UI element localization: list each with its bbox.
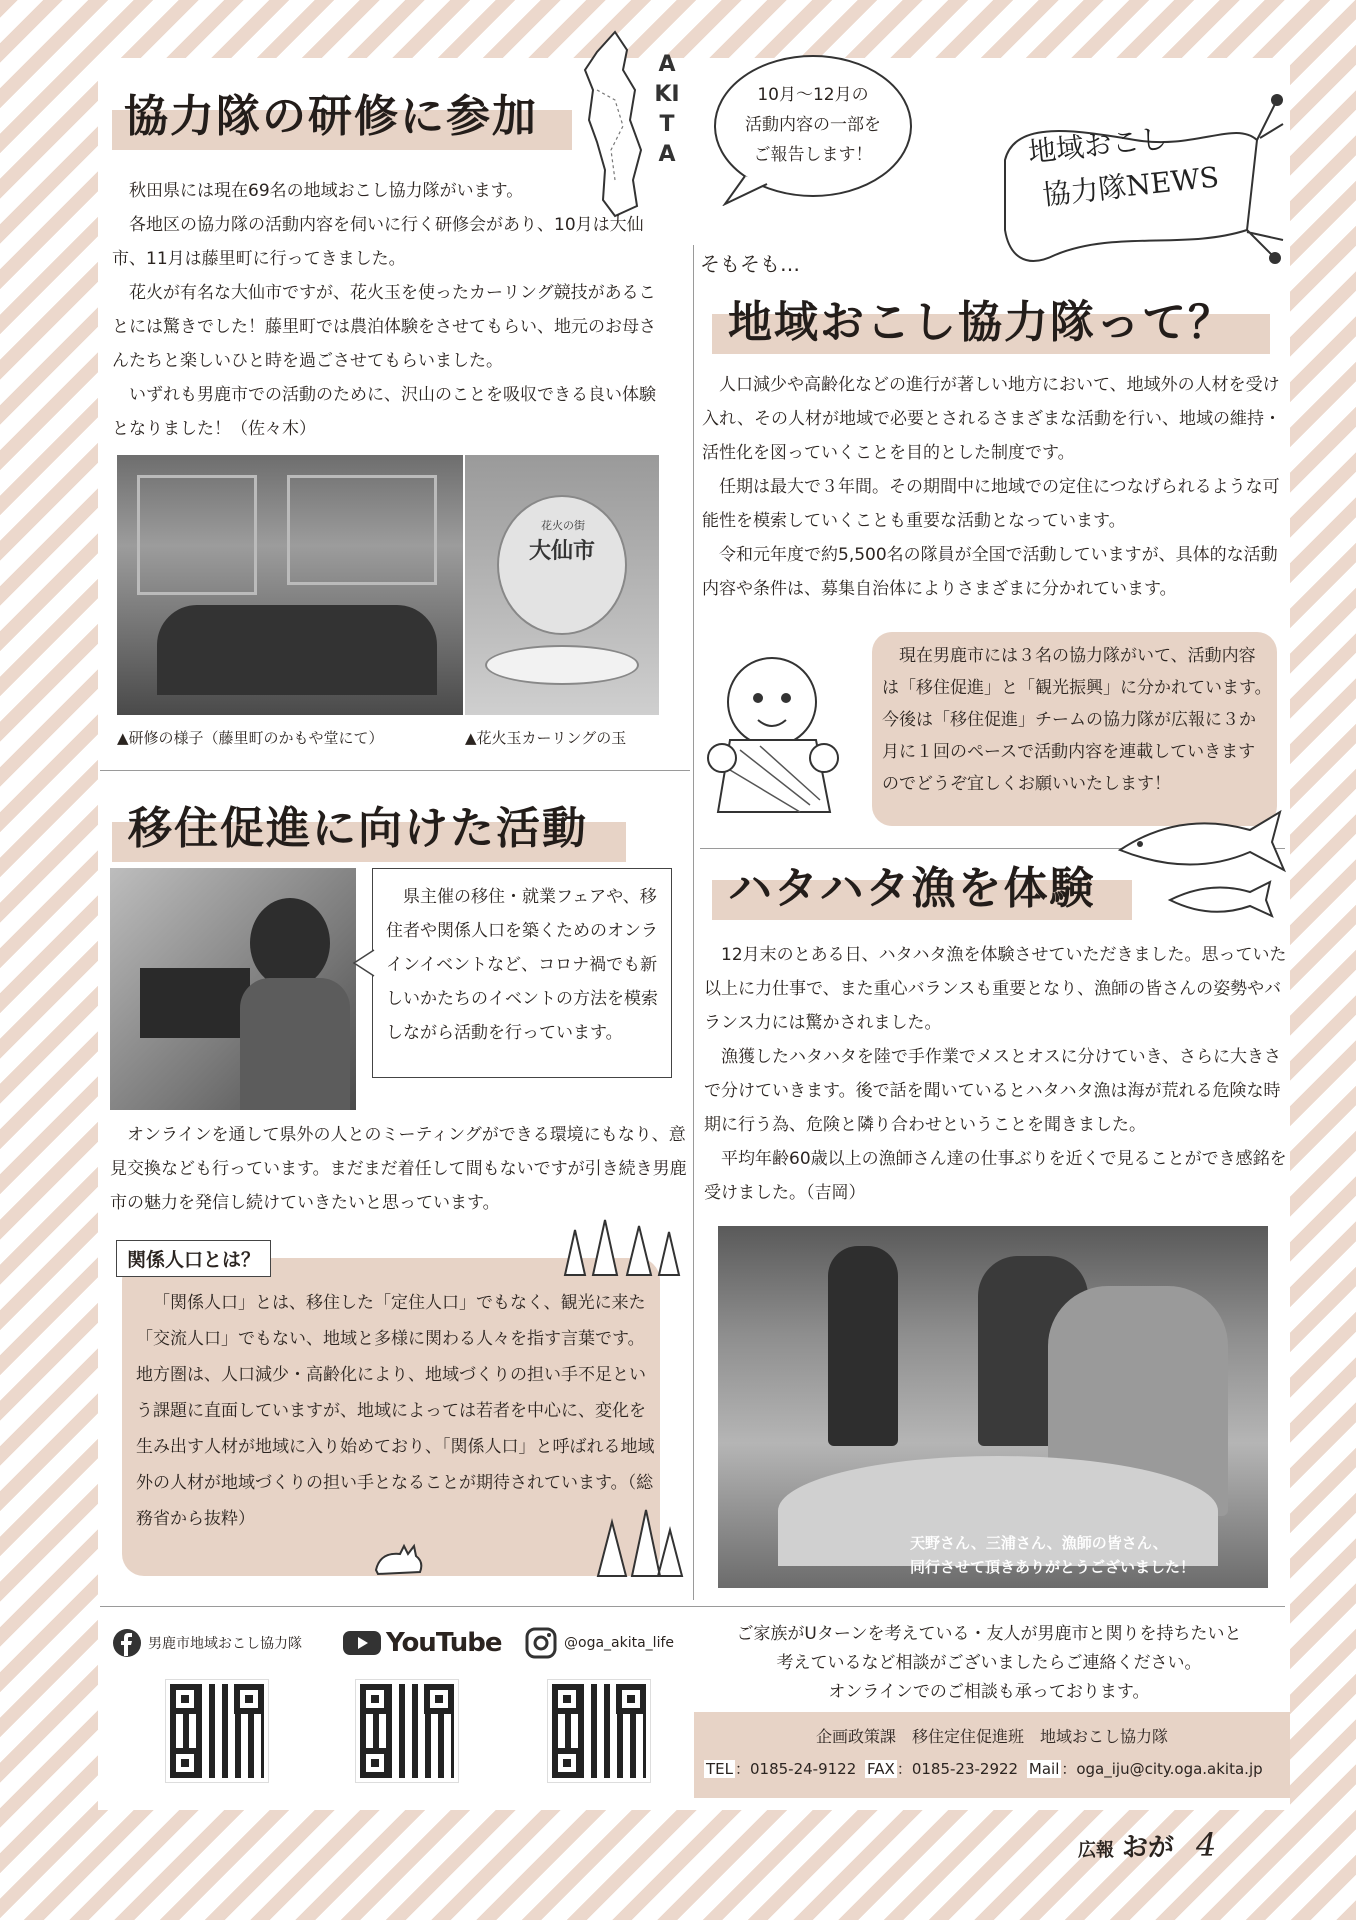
publication-footer <box>1078 1826 1216 1864</box>
social-youtube[interactable] <box>342 1628 501 1658</box>
column-divider <box>693 245 694 1600</box>
contact-line: オンラインでのご相談も承っております。 <box>828 1682 1150 1702</box>
paragraph: オンラインを通して県外の人とのミーティングができる環境にもなり、意見交換なども行っています。まだまだ着任して間もないですが引き続き男鹿市の魅力を発信し続けていきたいと思っています。 <box>110 1125 687 1213</box>
kankei-label: 関係人口とは？ <box>116 1240 271 1277</box>
paragraph: 12月末のとある日、ハタハタ漁を体験させていただきました。思っていた以上に力仕事で、また重心バランスも重要となり、漁師の皆さんの姿勢やバランス力には驚かされました。 <box>704 945 1287 1033</box>
hatahata-body <box>704 938 1289 1210</box>
page-number: 4 <box>1196 1826 1217 1864</box>
footer-divider <box>100 1606 1285 1607</box>
ball-subtext: 花火の街 <box>541 519 585 532</box>
social-facebook[interactable] <box>112 1628 302 1658</box>
fish-icon <box>1110 790 1290 930</box>
bubble-line: 10月～12月の <box>757 85 869 105</box>
section-title: ハタハタ漁を体験 <box>728 863 1096 914</box>
trees-icon <box>590 1500 690 1580</box>
paragraph: 各地区の協力隊の活動内容を伺いに行く研修会があり、10月は大仙市、11月は藤里町に行ってきました。 <box>112 215 644 269</box>
news-logo-line: 地域おこし <box>1026 121 1170 170</box>
mascot-namahage-icon <box>700 640 850 820</box>
youtube-label: YouTube <box>386 1628 502 1658</box>
facebook-qr-code[interactable] <box>166 1680 268 1782</box>
online-meeting-photo <box>110 868 356 1110</box>
note-text: 現在男鹿市には３名の協力隊がいて、活動内容は「移住促進」と「観光振興」に分かれています。今後は「移住促進」チームの協力隊が広報に３か月に１回のペースで活動内容を連載していきますのでどうぞ宜しくお願いいたします！ <box>882 646 1272 794</box>
mail-address[interactable]: ：oga_iju@city.oga.akita.jp <box>1061 1760 1263 1778</box>
instagram-icon <box>524 1626 558 1660</box>
cat-icon <box>370 1540 430 1580</box>
instagram-qr-code[interactable] <box>548 1680 650 1782</box>
social-instagram[interactable] <box>524 1626 674 1660</box>
fishing-photo <box>718 1226 1268 1588</box>
fax-label: FAX <box>867 1760 895 1778</box>
section-title: 地域おこし協力隊って？ <box>728 297 1234 348</box>
fax-number[interactable]: ：0185-23-2922 <box>896 1760 1019 1778</box>
about-lead: そもそも… <box>700 252 800 276</box>
paragraph: 任期は最大で３年間。その期間中に地域での定住につなげられるような可能性を模索していくことも重要な活動となっています。 <box>702 477 1280 531</box>
section-title: 移住促進に向けた活動 <box>128 803 588 854</box>
paragraph: 人口減少や高齢化などの進行が著しい地方において、地域外の人材を受け入れ、その人材が地域で必要とされるさまざまな活動を行い、地域の維持・活性化を図っていくことを目的とした制度です。 <box>702 375 1282 463</box>
facebook-icon <box>112 1628 142 1658</box>
paragraph: いずれも男鹿市での活動のために、沢山のことを吸収できる良い体験となりました！（佐々木） <box>112 385 656 439</box>
kankei-text: 「関係人口」とは、移住した「定住人口」でもなく、観光に来た「交流人口」でもない、地域と多様に関わる人々を指す言葉です。地方圏は、人口減少・高齢化により、地域づくりの担い手不足という課題に直面していますが、地域によっては若者を中心に、変化を生み出す人材が地域に入り始めており、「関係人口」と呼ばれる地域外の人材が地域づくりの担い手となることが期待されています。（総務省から抜粋） <box>136 1293 655 1529</box>
curling-ball-photo <box>465 455 659 715</box>
news-logo-line: 協力隊NEWS <box>1041 160 1221 212</box>
photo-caption: 同行させて頂きありがとうございました！ <box>910 1558 1196 1576</box>
bubble-line: ご報告します！ <box>753 145 873 165</box>
youtube-icon <box>342 1629 382 1657</box>
migration-body <box>110 1118 688 1220</box>
contact-line: 考えているなど相談がございましたらご連絡ください。 <box>776 1653 1202 1673</box>
photo-caption: ▲花火玉カーリングの玉 <box>465 729 627 747</box>
bubble-line: 活動内容の一部を <box>745 115 881 135</box>
section-title: 協力隊の研修に参加 <box>124 91 538 142</box>
publication-small: 広報 <box>1078 1840 1114 1861</box>
contact-intro <box>694 1620 1284 1707</box>
contact-line: ご家族がUターンを考えている・友人が男鹿市と関りを持ちたいと <box>736 1624 1242 1644</box>
publication-name: おが <box>1122 1833 1175 1863</box>
instagram-label: @oga_akita_life <box>564 1635 674 1651</box>
paragraph: 令和元年度で約5,500名の隊員が全国で活動していますが、具体的な活動内容や条件は、募集自治体によりさまざまに分かれています。 <box>702 545 1278 599</box>
bubble-text <box>733 80 893 170</box>
akita-letters: AKITA <box>654 52 680 167</box>
training-photo <box>117 455 463 715</box>
contact-details <box>704 1758 1263 1779</box>
youtube-qr-code[interactable] <box>356 1680 458 1782</box>
trees-icon <box>555 1210 695 1280</box>
tel-label: TEL <box>706 1760 733 1778</box>
paragraph: 平均年齢60歳以上の漁師さん達の仕事ぶりを近くで見ることができ感銘を受けました。（吉岡） <box>704 1149 1287 1203</box>
contact-dept: 企画政策課 移住定住促進班 地域おこし協力隊 <box>815 1727 1168 1746</box>
callout-pointer <box>352 948 376 978</box>
photo-caption: 天野さん、三浦さん、漁師の皆さん、 <box>910 1534 1168 1552</box>
tel-number[interactable]: ：0185-24-9122 <box>735 1760 857 1778</box>
paragraph: 秋田県には現在69名の地域おこし協力隊がいます。 <box>129 181 524 201</box>
mail-label: Mail <box>1028 1760 1060 1778</box>
paragraph: 漁獲したハタハタを陸で手作業でメスとオスに分けていき、さらに大きさで分けていきます。後で話を聞いているとハタハタ漁は海が荒れる危険な時期に行う為、危険と隣り合わせということを聞きました。 <box>704 1047 1281 1135</box>
callout-text: 県主催の移住・就業フェアや、移住者や関係人口を築くためのオンラインイベントなど、コロナ禍でも新しいかたちのイベントの方法を模索しながら活動を行っています。 <box>386 887 658 1043</box>
paragraph: 花火が有名な大仙市ですが、花火玉を使ったカーリング競技があることには驚きでした！藤里町では農泊体験をさせてもらい、地元のお母さんたちと楽しいひと時を過ごさせてもらいました。 <box>112 283 656 371</box>
section-divider <box>100 770 690 771</box>
training-body <box>112 174 672 446</box>
facebook-label: 男鹿市地域おこし協力隊 <box>148 1636 302 1652</box>
about-body <box>702 368 1287 606</box>
ball-text: 大仙市 <box>528 539 595 564</box>
photo-caption: ▲研修の様子（藤里町のかもや堂にて） <box>117 729 384 747</box>
